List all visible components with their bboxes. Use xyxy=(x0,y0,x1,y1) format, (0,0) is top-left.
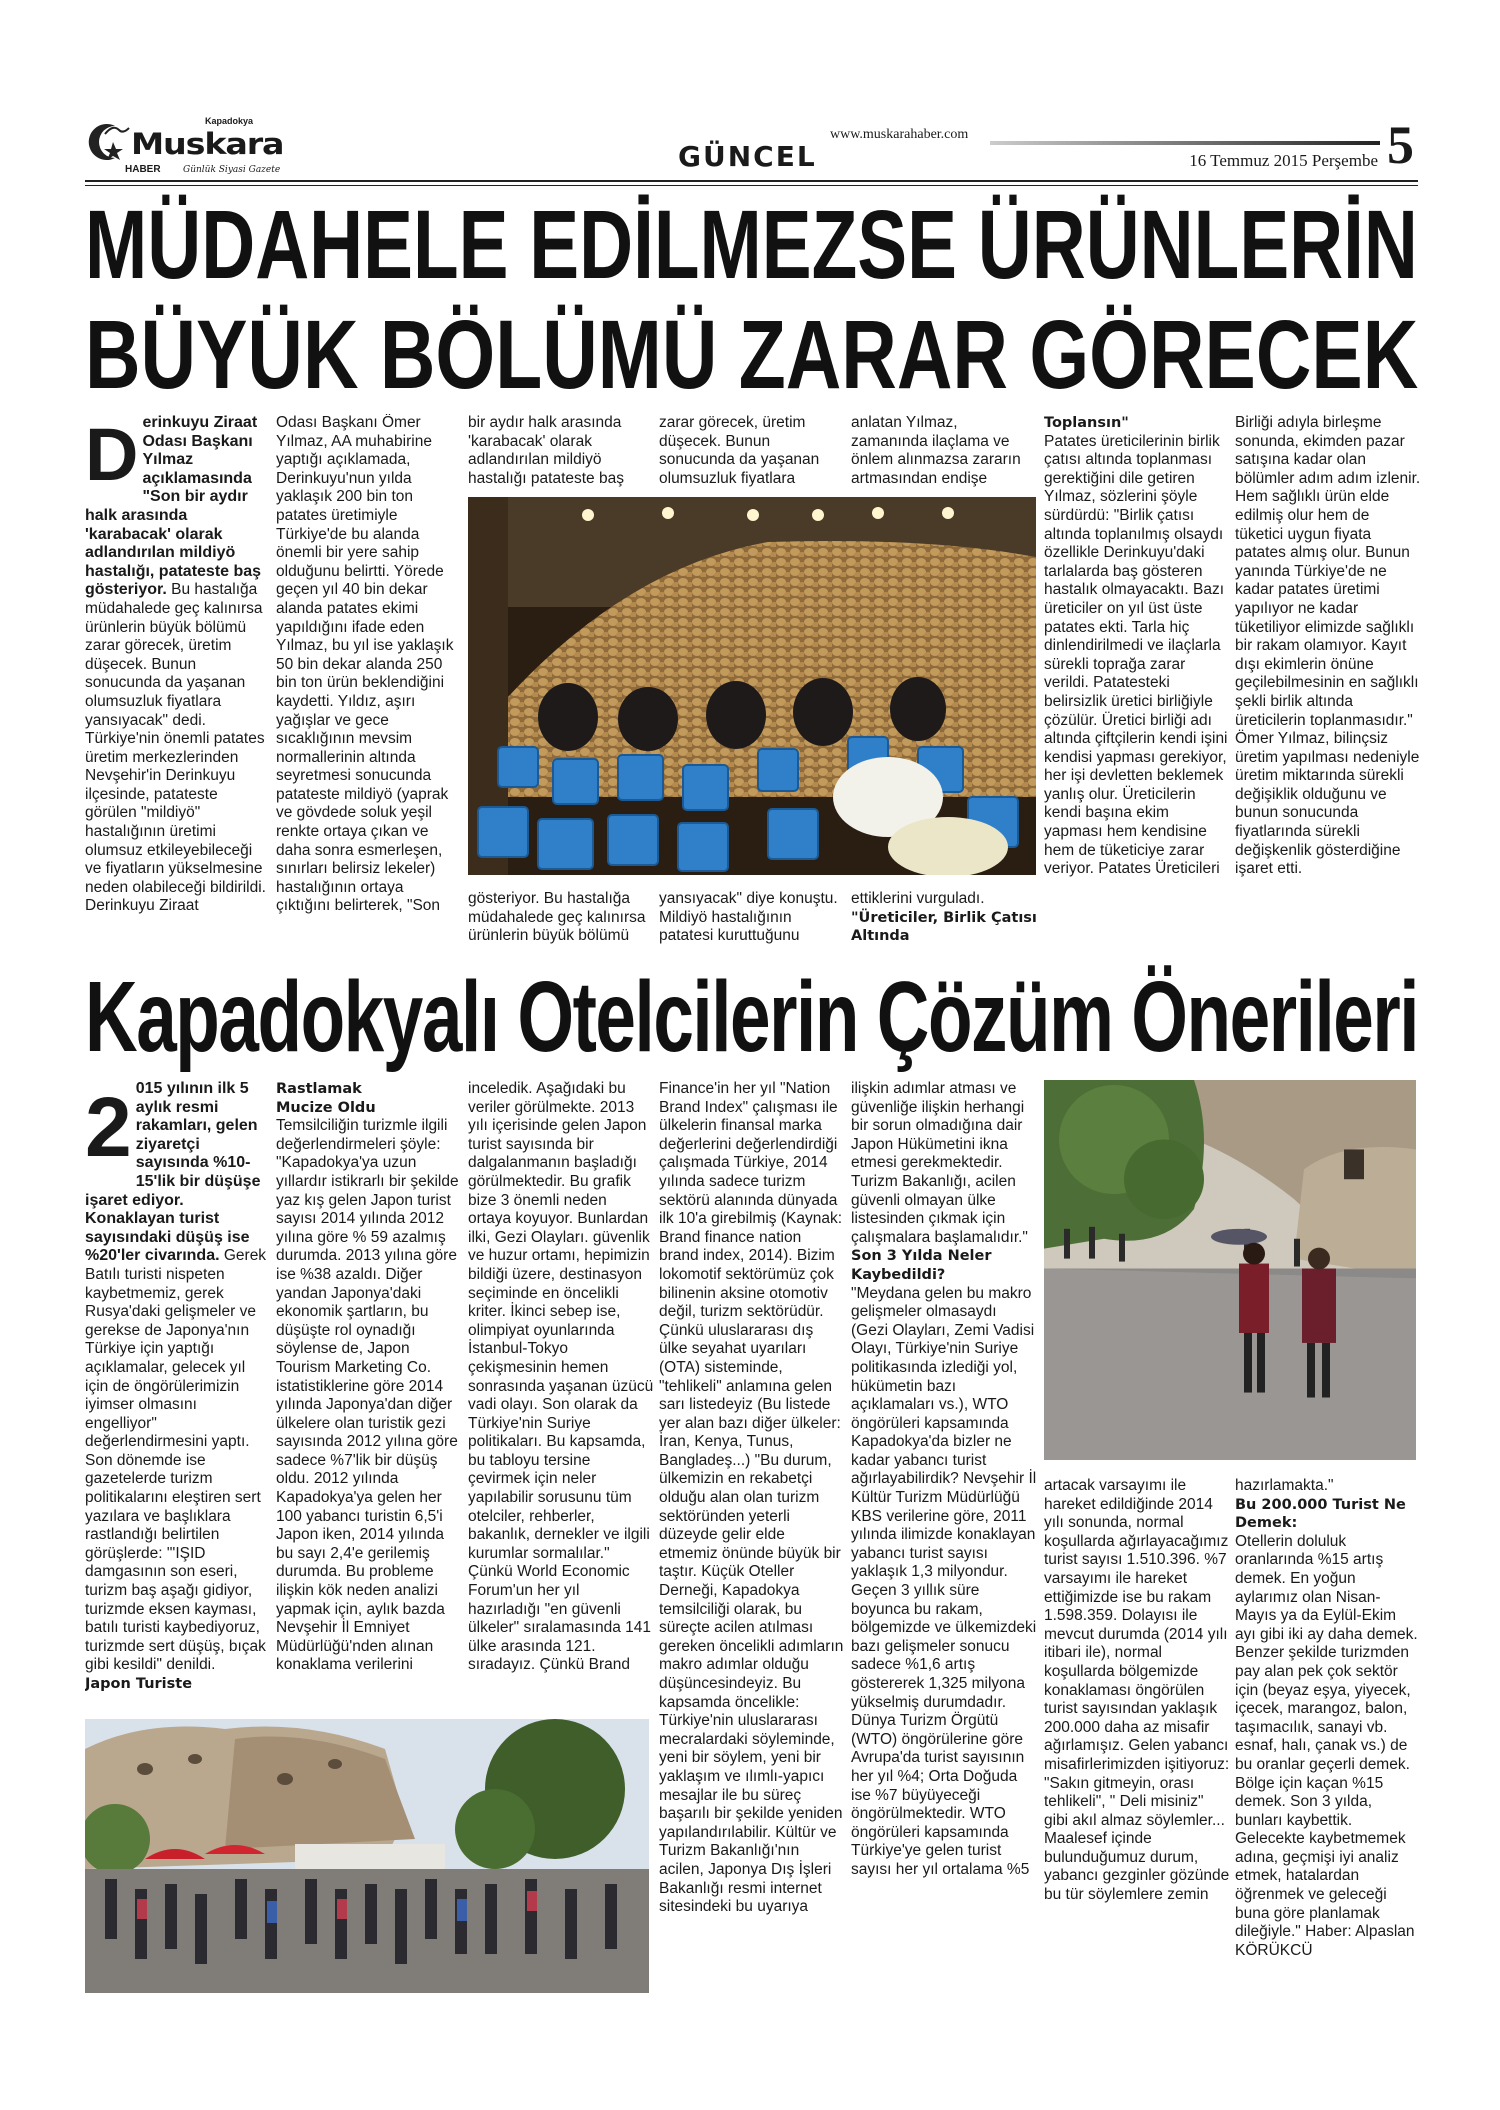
a2-column-6: artacak varsayımı ile hareket edildiğinde 2014 yılı sonunda, normal koşullarda ağırlayacağımız turist sayısı 1.510.396. %7 varsayımı ile hareket ettiğimizde ise bu rakam 1.598.359. Dolayısı ile mevcut durumda (2014 yılı itibari ile), normal koşullarda bölgemizde konaklaması öngörülen turist sayısından yaklaşık 200.000 daha az misafir ağırlamışız. Gelen yabancı misafirlerimizden işitiyoruz: "Sakın gitmeyin, orası tehlikeli", " Deli misiniz" gibi akıl almaz söylemler... Maalesef içinde bulunduğumuz durum, yabancı gezginler gözünde bu tür söylemlere zemin xyxy=(1044,1477,1230,1904)
header-divider-thin xyxy=(85,185,1418,186)
a1-column-5-bottom xyxy=(851,890,1037,952)
body-text: ettiklerini vurguladı. xyxy=(851,890,985,907)
logo-tagline: Günlük Siyasi Gazete xyxy=(183,165,281,175)
issue-date: 16 Temmuz 2015 Perşembe xyxy=(1189,151,1378,170)
page-number: 5 xyxy=(1387,115,1414,175)
a1-column-4-top: zarar görecek, üretim düşecek. Bunun sonucunda da yaşanan olumsuzluk fiyatlara xyxy=(659,414,820,487)
dropcap: D xyxy=(85,414,139,496)
masthead-logo xyxy=(85,116,300,176)
a2-column-3: inceledik. Aşağıdaki bu veriler görülmekte. 2013 yılı içerisinde gelen Japon turist sayısında bir dalgalanmanın başladığı görülmektedir. Bu grafik bize 3 önemli neden ortaya koyuyor. Bunlardan ilki, Gezi Olayları. güvenlik ve huzur ortamı, hepimizin bildiği üzere, destinasyon seçiminde en öncelikli kriter. İkinci sebep ise, olimpiyat oyunlarında İstanbul-Tokyo çekişmesinin hemen sonrasında yaşanan üzücü vadi olayı. Son olarak da Türkiye'nin Suriye politikaları. Bu kapsamda, bu tabloyu tersine çevirmek için neler yapılabilir sorusunu tüm otelciler, rehberler, bakanlık, dernekler ve ilgili kurumlar sormalılar." Çünkü World Economic Forum'un her yıl hazırladığı "en güvenli ülkeler" sıralamasında 141 ülke arasında 121. sıradayız. Çünkü Brand xyxy=(468,1080,654,1674)
a1-column-3-bottom: gösteriyor. Bu hastalığa müdahalede geç kalınırsa ürünlerin büyük bölümü xyxy=(468,890,646,945)
a2-column-5 xyxy=(851,1080,1037,2002)
logo-region: Kapadokya xyxy=(205,116,254,126)
headline-line-2: BÜYÜK BÖLÜMÜ ZARAR GÖRECEK xyxy=(85,300,1419,409)
section-title: GÜNCEL xyxy=(678,140,817,173)
body-text: Otellerin doluluk oranlarında %15 artış demek. En yoğun aylarımız olan Nisan-Mayıs ya da Eylül-Ekim ayı gibi iki ay daha demek. Benzer şekilde turizmden pay alan pek çok sektör için (beyaz eşya, yiyecek, içecek, marangoz, balon, taşımacılık, sanayi vb. esnaf, halı, çanak vs.) de bu oranlar geçerli demek. Bölge için kaçan %15 demek. Son 3 yılda, bunları kaybettik. Gelecekte kaybetmemek adına, geçmişi iyi analiz etmek, hatalardan öğrenmek ve geleceği buna göre planlamak dileğiyle." Haber: Alpaslan KÖRÜKCÜ xyxy=(1235,1532,1418,1959)
a1-column-6 xyxy=(1044,414,1230,954)
lead-paragraph: erinkuyu Ziraat Odası Başkanı Yılmaz açıklamasında "Son bir aydır halk arasında 'karabacak' olarak adlandırılan mildiyö hastalığı, patateste baş gösteriyor. xyxy=(85,414,262,599)
a1-column-7: Birliği adıyla birleşme sonunda, ekimden pazar satışına kadar olan bölümler adım adım izlenir. Hem sağlıklı ürün elde edilmiş olur hem de tüketici uygun fiyata patates almış olur. Bunun yanında Türkiye'de ne kadar patates üretimi yapılıyor ne kadar tüketiliyor elimizde sağlıklı bir rakam olamıyor. Kayıt dışı ekimlerin önüne geçilebilmesinin en sağlıklı şekli birlik altında üreticilerin toplanmasıdır." Ömer Yılmaz, bilinçsiz üretim yapılması nedeniyle üretim miktarında sürekli değişiklik olduğunu ve bunun sonucunda fiyatlarında sürekli değişkenlik gösterdiğine işaret etti. xyxy=(1235,414,1421,878)
body-text: hazırlamakta." xyxy=(1235,1477,1334,1494)
header-divider xyxy=(85,180,1418,182)
subheading: "Üreticiler, Birlik Çatısı Altında xyxy=(851,909,1037,945)
a1-column-1 xyxy=(85,414,271,954)
dropcap: 2 xyxy=(85,1080,132,1174)
body-text: Temsilciliğin turizmle ilgili değerlendirmeleri şöyle: "Kapadokya'ya uzun yıllardır istikrarlı bir şekilde yaz kış gelen Japon turist sayısı 2014 yılında 2012 yılına göre % 59 azalmış durumda. 2013 yılına göre ise %38 azaldı. Diğer yandan Japonya'daki ekonomik şartların, bu düşüşte rol oynadığı söylense de, Japon Tourism Marketing Co. istatistiklerine göre 2014 yılında Japonya'dan diğer ülkelere olan turistik gezi sayısında 2012 yılına göre sadece %7'lik bir düşüş oldu. 2012 yılında Kapadokya'ya gelen her 100 yabancı turistin 6,5'i Japon iken, 2014 yılında bu sayı 2,4'e gerilemiş durumda. Bu probleme ilişkin kök neden analizi yapmak için, aylık bazda Nevşehir İl Emniyet Müdürlüğü'nden alınan konaklama verilerini xyxy=(276,1117,459,1674)
logo-name: Muskara xyxy=(131,127,284,161)
body-text: ilişkin adımlar atması ve güvenliğe ilişkin herhangi bir sorun olmadığına dair Japon Hükümetini ikna etmesi gerekmektedir. Turizm Bakanlığı, acilen güvenli olmayan ülke listesinden çıkmak için çalışmalara başlamalıdır." xyxy=(851,1080,1028,1246)
website-url: www.muskarahaber.com xyxy=(830,127,969,142)
photo-cappadocia-tourists xyxy=(1044,1080,1416,1460)
subheading: Rastlamak Mucize Oldu xyxy=(276,1081,376,1116)
headline-line-1: MÜDAHELE EDİLMEZSE ÜRÜNLERİN xyxy=(85,190,1418,299)
body-text: Bu hastalığa müdahalede geç kalınırsa ürünlerin büyük bölümü zarar görecek, üretim düşecek. Bunun sonucunda da yaşanan olumsuzluk fiyatlara yansıyacak" dedi. Türkiye'nin önemli patates üretim merkezlerinden Nevşehir'in Derinkuyu ilçesinde, patateste görülen "mildiyö" hastalığının üretimi olumsuz etkileyebileceği ve fiyatların yükselmesine neden olabileceği bildirildi. Derinkuyu Ziraat xyxy=(85,581,266,915)
lead-paragraph: 015 yılının ilk 5 aylık resmi rakamları, gelen ziyaretçi sayısında %10-15'lik bir düşüşe işaret ediyor. Konaklayan turist sayısındaki düşüş ise %20'ler civarında. xyxy=(85,1080,261,1265)
a1-column-2: Odası Başkanı Ömer Yılmaz, AA muhabirine yaptığı açıklamada, Derinkuyu'nun yılda yaklaşık 200 bin ton patates üretimiyle Türkiye'de bu alanda önemli bir yere sahip olduğunu belirtti. Yörede geçen yıl 40 bin dekar alanda patates ekimi yapıldığını ifade eden Yılmaz, bu yıl ise yaklaşık 50 bin dekar alanda 250 bin ton ürün beklendiğini kaydetti. Yıldız, aşırı yağışlar ve gece sıcaklığının mevsim normallerinin altında seyretmesi sonucunda patateste mildiyö (yaprak ve gövdede soluk yeşil renkte ortaya çıkan ve daha sonra esmerleşen, sınırları belirsiz lekeler) hastalığının ortaya çıktığını belirterek, "Son xyxy=(276,414,454,915)
a2-column-4: Finance'in her yıl "Nation Brand Index" çalışması ile ülkelerin finansal marka değerlerini değerlendirdiği çalışmada Türkiye, 2014 yılında sadece turizm sektörü alanında dünyada ilk 10'a girebilmiş (Kaynak: Brand finance nation brand index, 2014). Bizim lokomotif sektörümüz çok bilinenin aksine otomotiv değil, turizm sektörüdür. Çünkü uluslararası dış ülke seyahat uyarıları (OTA) sisteminde, "tehlikeli" anlamına gelen sarı listedeyiz (Bu listede yer alan bazı diğer ülkeler: İran, Kenya, Tunus, Bangladeş...) "Bu durum, ülkemizin en rekabetçi olduğu alan olan turizm sektöründen yeterli düzeyde gelir elde etmemiz önünde büyük bir taştır. Küçük Oteller Derneği, Kapadokya temsilciliği olarak, bu süreçte acilen atılması gereken öncelikli adımların makro adımlar olduğu düşüncesindeyiz. Bu kapsamda öncelikle: Türkiye'nin uluslararası mecralardaki söyleminde, yeni bir söylem, yeni bir yaklaşım ve ılımlı-yapıcı mesajlar ile bu süreç başarılı bir şekilde yeniden yapılandırılabilir. Kültür ve Turizm Bakanlığı'nın acilen, Japonya Dış İşleri Bakanlığı resmi internet sitesindeki bu uyarıya xyxy=(659,1080,844,1916)
a2-column-2 xyxy=(276,1080,462,1713)
photo-potato-warehouse xyxy=(468,497,1036,875)
logo-crescent-star-icon xyxy=(85,122,131,162)
subheading: Bu 200.000 Turist Ne Demek: xyxy=(1235,1496,1406,1532)
logo-haber: HABER xyxy=(125,164,161,175)
a1-column-3-top: bir aydır halk arasında 'karabacak' olarak adlandırılan mildiyö hastalığı patateste baş xyxy=(468,414,624,487)
headline-article-2: Kapadokyalı Otelcilerin Çözüm Önerileri xyxy=(85,961,1419,1073)
body-text: Gerek Batılı turisti nispeten kaybetmemiz, gerek Rusya'daki gelişmeler ve gerekse de Japonya'nın Türkiye için yaptığı açıklamalar, gelecek yıl için de öngörülerimizin iyimser olmasını engelliyor" değerlendirmesini yaptı. Son dönemde ise gazetelerde turizm politikalarını eleştiren sert yazılara ve başlıklara rastlandığı belirtilen görüşlerde: "'IŞID damgasının son eseri, turizm baş aşağı gidiyor, turizmde eksen kayması, batılı turisti kaybediyoruz, turizmde sert düşüş, bıçak gibi kesildi" denildi. xyxy=(85,1247,267,1674)
header-rule-gradient xyxy=(990,141,1380,145)
body-text: Patates üreticilerinin birlik çatısı altında toplanması gerektiğini dile getiren Yılmaz, sözlerini şöyle sürdürdü: "Birlik çatısı altında toplanılmış olsaydı özellikle Derinkuyu'daki tarlalarda baş gösteren hastalık olmayacaktı. Bazı üreticiler on yıl üst üste patates ekti. Tarla hiç dinlendirilmedi ve ilaçlarla sürekli toprağa zarar verildi. Patatesteki belirsizlik üretici birliğiyle çözülür. Üretici birliği adı altında çiftçilerin kendi işini kendisi yapması gerekiyor, her işi devletten beklemek yanlış olur. Üreticilerin kendi başına ekim yapması hem kendisine hem de tüketiciye zarar veriyor. Patates Üreticileri xyxy=(1044,432,1228,878)
subheading: Japon Turiste xyxy=(85,1676,193,1692)
subheading: Toplansın" xyxy=(1044,415,1129,431)
subheading: Son 3 Yılda Neler Kaybedildi? xyxy=(851,1248,992,1283)
a1-column-4-bottom: yansıyacak" diye konuştu. Mildiyö hastalığının patatesi kuruttuğunu xyxy=(659,890,838,945)
photo-cappadocia-crowd xyxy=(85,1719,649,1993)
a2-column-7 xyxy=(1235,1477,1421,2002)
body-text: "Meydana gelen bu makro gelişmeler olmasaydı (Gezi Olayları, Zemi Vadisi Olayı, Türkiye'nin Suriye politikasında izlediği yol, hükümetin bazı açıklamaları vs.), WTO öngörüleri kapsamında Kapadokya'da bizler ne kadar yabancı turist ağırlayabilirdik? Nevşehir İl Kültür Turizm Müdürlüğü KBS verilerine göre, 2011 yılında ilimizde konaklayan yabancı turist sayısı yaklaşık 1,3 milyondur. Geçen 3 yıllık süre boyunca bu rakam, bölgemizde ve ülkemizdeki bazı gelişmeler sonucu sadece %1,6 artış göstererek 1,325 milyona yükselmiş durumdadır. Dünya Turizm Örgütü (WTO) öngörülerine göre Avrupa'da turist sayısının her yıl %4; Orta Doğuda ise %7 büyüyeceği öngörülmektedir. WTO öngörüleri kapsamında Türkiye'ye gelen turist sayısı her yıl ortalama %5 xyxy=(851,1284,1037,1878)
a1-column-5-top: anlatan Yılmaz, zamanında ilaçlama ve önlem alınmazsa zararın artmasından endişe xyxy=(851,414,1021,487)
a2-column-1 xyxy=(85,1080,271,1713)
